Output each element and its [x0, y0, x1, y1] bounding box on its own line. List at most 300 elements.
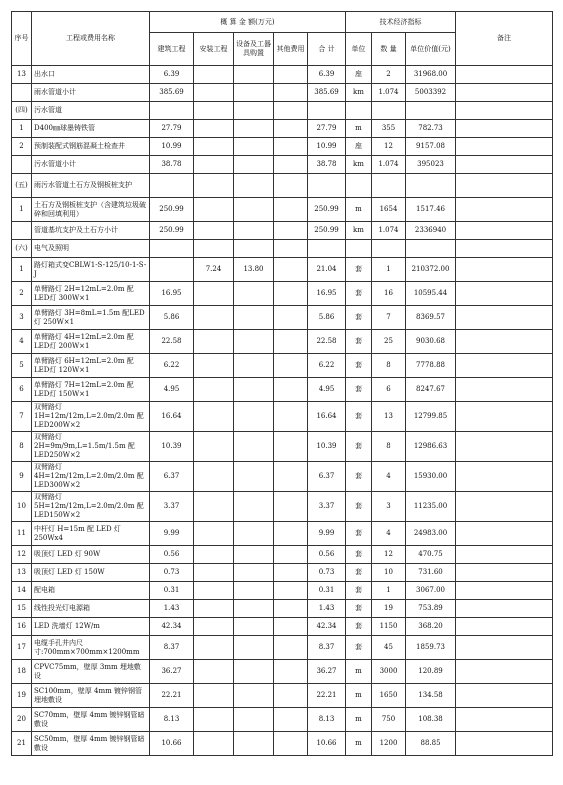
- cell-total: 16.64: [308, 402, 346, 432]
- cell-construction: 10.39: [150, 432, 194, 462]
- estimate-sheet: [11, 11, 552, 756]
- cell-seq: 18: [12, 660, 32, 684]
- cell-unit-value: 210372.00: [406, 258, 456, 282]
- cell-quantity: 1.074: [372, 222, 406, 240]
- cell-quantity: 1654: [372, 198, 406, 222]
- cell-unit: km: [346, 222, 372, 240]
- cell-equipment: [234, 432, 274, 462]
- cell-seq: 12: [12, 546, 32, 564]
- cell-unit-value: 24983.00: [406, 522, 456, 546]
- table-row: [12, 174, 553, 198]
- cell-seq: 1: [12, 120, 32, 138]
- cell-unit-value: 3067.00: [406, 582, 456, 600]
- cell-unit-value: 8247.67: [406, 378, 456, 402]
- cell-seq: 5: [12, 354, 32, 378]
- cell-equipment: [234, 618, 274, 636]
- cell-equipment: [234, 306, 274, 330]
- table-row: [12, 636, 553, 660]
- cell-seq: (四): [12, 102, 32, 120]
- cell-equipment: [234, 102, 274, 120]
- cell-other: [274, 102, 308, 120]
- cell-installation: [194, 402, 234, 432]
- cell-remark: [456, 66, 553, 84]
- cell-equipment: [234, 198, 274, 222]
- table-row: [12, 708, 553, 732]
- cell-other: [274, 564, 308, 582]
- cell-construction: 8.37: [150, 636, 194, 660]
- cell-equipment: [234, 522, 274, 546]
- cell-total: 27.79: [308, 120, 346, 138]
- cell-unit-value: 731.60: [406, 564, 456, 582]
- cell-construction: [150, 174, 194, 198]
- cell-installation: [194, 120, 234, 138]
- cell-construction: 1.43: [150, 600, 194, 618]
- cell-unit-value: 9157.08: [406, 138, 456, 156]
- cell-construction: 10.99: [150, 138, 194, 156]
- cell-name: LED 洗墙灯 12W/m: [32, 618, 150, 636]
- table-row: [12, 546, 553, 564]
- cell-quantity: 4: [372, 462, 406, 492]
- header-unit-value: 单位价值(元): [406, 33, 456, 66]
- cell-total: 6.39: [308, 66, 346, 84]
- cell-other: [274, 432, 308, 462]
- cell-name: SC70mm，壁厚 4mm 镀锌钢管暗敷设: [32, 708, 150, 732]
- cell-unit-value: 5003392: [406, 84, 456, 102]
- cell-construction: 5.86: [150, 306, 194, 330]
- cell-name: 单臂路灯 6H=12mL=2.0m 配LED灯 120W×1: [32, 354, 150, 378]
- cell-name: 雨污水管道土石方及钢板桩支护: [32, 174, 150, 198]
- table-row: [12, 492, 553, 522]
- cell-remark: [456, 222, 553, 240]
- cell-other: [274, 462, 308, 492]
- cell-installation: [194, 732, 234, 756]
- cell-total: [308, 240, 346, 258]
- cell-seq: (六): [12, 240, 32, 258]
- cell-other: [274, 546, 308, 564]
- cell-construction: 250.99: [150, 198, 194, 222]
- cell-seq: 16: [12, 618, 32, 636]
- cell-unit-value: [406, 174, 456, 198]
- cell-unit-value: [406, 240, 456, 258]
- cell-remark: [456, 174, 553, 198]
- cell-other: [274, 708, 308, 732]
- cell-unit: 座: [346, 66, 372, 84]
- cell-equipment: 13.80: [234, 258, 274, 282]
- cell-seq: [12, 222, 32, 240]
- cell-seq: 14: [12, 582, 32, 600]
- cell-seq: 10: [12, 492, 32, 522]
- cell-other: [274, 660, 308, 684]
- cell-equipment: [234, 378, 274, 402]
- table-row: [12, 156, 553, 174]
- table-row: [12, 564, 553, 582]
- cell-equipment: [234, 330, 274, 354]
- cell-total: 250.99: [308, 198, 346, 222]
- cell-total: 3.37: [308, 492, 346, 522]
- cell-quantity: 8: [372, 432, 406, 462]
- table-row: [12, 198, 553, 222]
- cell-other: [274, 330, 308, 354]
- cell-construction: 36.27: [150, 660, 194, 684]
- cell-other: [274, 282, 308, 306]
- cell-equipment: [234, 582, 274, 600]
- cell-quantity: 8: [372, 354, 406, 378]
- cell-construction: 6.22: [150, 354, 194, 378]
- cell-equipment: [234, 222, 274, 240]
- cell-seq: 19: [12, 684, 32, 708]
- cell-unit: 座: [346, 138, 372, 156]
- cell-unit-value: 7778.88: [406, 354, 456, 378]
- cell-name: 雨水管道小计: [32, 84, 150, 102]
- cell-construction: 0.56: [150, 546, 194, 564]
- cell-other: [274, 636, 308, 660]
- cell-construction: 10.66: [150, 732, 194, 756]
- cell-name: SC50mm，壁厚 4mm 镀锌钢管暗敷设: [32, 732, 150, 756]
- cell-other: [274, 378, 308, 402]
- cell-installation: [194, 102, 234, 120]
- cell-name: 污水管道: [32, 102, 150, 120]
- cell-unit: m: [346, 684, 372, 708]
- cell-installation: [194, 84, 234, 102]
- cell-remark: [456, 618, 553, 636]
- cell-unit: 套: [346, 492, 372, 522]
- cell-construction: 6.37: [150, 462, 194, 492]
- cell-equipment: [234, 600, 274, 618]
- cell-installation: [194, 174, 234, 198]
- cell-seq: 21: [12, 732, 32, 756]
- cell-quantity: 355: [372, 120, 406, 138]
- cell-remark: [456, 492, 553, 522]
- cell-installation: [194, 582, 234, 600]
- cell-other: [274, 306, 308, 330]
- cell-seq: [12, 84, 32, 102]
- cell-other: [274, 258, 308, 282]
- cell-installation: [194, 600, 234, 618]
- cell-seq: 20: [12, 708, 32, 732]
- table-row: [12, 120, 553, 138]
- header-unit: 单位: [346, 33, 372, 66]
- cell-remark: [456, 120, 553, 138]
- cell-equipment: [234, 282, 274, 306]
- cell-installation: [194, 330, 234, 354]
- cell-seq: 2: [12, 138, 32, 156]
- header-name: 工程或费用名称: [32, 12, 150, 66]
- cell-quantity: [372, 240, 406, 258]
- cell-quantity: 1: [372, 258, 406, 282]
- cell-total: [308, 102, 346, 120]
- cell-name: 管道基坑支护及土石方小计: [32, 222, 150, 240]
- cell-remark: [456, 282, 553, 306]
- cell-unit-value: 31968.00: [406, 66, 456, 84]
- cell-seq: 8: [12, 432, 32, 462]
- cell-unit: 套: [346, 258, 372, 282]
- cell-unit: m: [346, 660, 372, 684]
- cell-unit-value: 470.75: [406, 546, 456, 564]
- cell-remark: [456, 582, 553, 600]
- table-row: [12, 402, 553, 432]
- cell-installation: [194, 546, 234, 564]
- cell-other: [274, 522, 308, 546]
- cell-quantity: 3000: [372, 660, 406, 684]
- cell-seq: (五): [12, 174, 32, 198]
- cell-quantity: 45: [372, 636, 406, 660]
- cell-total: 8.13: [308, 708, 346, 732]
- cell-unit-value: 12799.85: [406, 402, 456, 432]
- cell-other: [274, 582, 308, 600]
- cell-other: [274, 66, 308, 84]
- cell-installation: [194, 138, 234, 156]
- cell-quantity: 12: [372, 138, 406, 156]
- cell-unit-value: 782.73: [406, 120, 456, 138]
- table-body: [12, 66, 553, 756]
- cell-unit: [346, 102, 372, 120]
- cell-equipment: [234, 138, 274, 156]
- cell-installation: [194, 282, 234, 306]
- cell-construction: [150, 240, 194, 258]
- cell-name: 单臂路灯 4H=12mL=2.0m 配LED灯 200W×1: [32, 330, 150, 354]
- cell-unit-value: 2336940: [406, 222, 456, 240]
- cell-installation: [194, 66, 234, 84]
- cell-unit: [346, 174, 372, 198]
- table-row: [12, 600, 553, 618]
- cell-seq: 7: [12, 402, 32, 432]
- cell-unit: 套: [346, 282, 372, 306]
- header-other: 其他费用: [274, 33, 308, 66]
- cell-total: 9.99: [308, 522, 346, 546]
- cell-seq: 6: [12, 378, 32, 402]
- cell-unit: 套: [346, 600, 372, 618]
- cell-unit-value: 368.20: [406, 618, 456, 636]
- cell-unit-value: 15930.00: [406, 462, 456, 492]
- cell-remark: [456, 258, 553, 282]
- cell-name: 单臂路灯 2H=12mL=2.0m 配LED灯 300W×1: [32, 282, 150, 306]
- header-remark: 备注: [456, 12, 553, 66]
- cell-name: 中杆灯 H=15m 配 LED 灯250Wx4: [32, 522, 150, 546]
- table-row: [12, 432, 553, 462]
- cell-other: [274, 600, 308, 618]
- cell-total: 21.04: [308, 258, 346, 282]
- table-row: [12, 66, 553, 84]
- table-row: [12, 240, 553, 258]
- table-row: [12, 330, 553, 354]
- cell-name: 双臂路灯 4H=12m/12m,L=2.0m/2.0m 配LED300W×2: [32, 462, 150, 492]
- cell-unit-value: 1517.46: [406, 198, 456, 222]
- cell-unit-value: 108.38: [406, 708, 456, 732]
- table-row: [12, 462, 553, 492]
- cell-construction: 4.95: [150, 378, 194, 402]
- cell-name: 双臂路灯 5H=12m/12m,L=2.0m/2.0m 配LED150W×2: [32, 492, 150, 522]
- cell-total: 5.86: [308, 306, 346, 330]
- table-row: [12, 102, 553, 120]
- cell-total: 38.78: [308, 156, 346, 174]
- cell-construction: [150, 258, 194, 282]
- cell-unit: m: [346, 732, 372, 756]
- table-row: [12, 354, 553, 378]
- cell-seq: 17: [12, 636, 32, 660]
- table-row: [12, 222, 553, 240]
- cell-seq: [12, 156, 32, 174]
- cell-construction: 16.64: [150, 402, 194, 432]
- cell-name: 预制装配式钢筋混凝土检查井: [32, 138, 150, 156]
- cell-quantity: 13: [372, 402, 406, 432]
- header-installation: 安装工程: [194, 33, 234, 66]
- cell-installation: 7.24: [194, 258, 234, 282]
- cell-other: [274, 138, 308, 156]
- cell-quantity: 3: [372, 492, 406, 522]
- cell-installation: [194, 708, 234, 732]
- cell-unit: 套: [346, 546, 372, 564]
- table-row: [12, 306, 553, 330]
- cell-installation: [194, 222, 234, 240]
- cell-equipment: [234, 546, 274, 564]
- cell-name: 双臂路灯 1H=12m/12m,L=2.0m/2.0m 配LED200W×2: [32, 402, 150, 432]
- cell-equipment: [234, 156, 274, 174]
- cell-remark: [456, 564, 553, 582]
- cell-construction: 3.37: [150, 492, 194, 522]
- cell-unit: 套: [346, 564, 372, 582]
- cell-seq: 1: [12, 258, 32, 282]
- cell-total: 10.39: [308, 432, 346, 462]
- cell-construction: 22.58: [150, 330, 194, 354]
- cell-equipment: [234, 636, 274, 660]
- table-row: [12, 582, 553, 600]
- table-row: [12, 684, 553, 708]
- cell-unit: 套: [346, 378, 372, 402]
- cell-other: [274, 222, 308, 240]
- cell-equipment: [234, 492, 274, 522]
- cell-remark: [456, 84, 553, 102]
- cell-construction: 38.78: [150, 156, 194, 174]
- cell-name: 污水管道小计: [32, 156, 150, 174]
- cell-other: [274, 732, 308, 756]
- table-row: [12, 618, 553, 636]
- cell-name: 路灯箱式变CBLW1-S-125/10-1-S-J: [32, 258, 150, 282]
- cell-total: 1.43: [308, 600, 346, 618]
- cell-name: 电气及照明: [32, 240, 150, 258]
- cell-total: 8.37: [308, 636, 346, 660]
- cell-total: 16.95: [308, 282, 346, 306]
- cell-unit: m: [346, 708, 372, 732]
- cell-remark: [456, 636, 553, 660]
- cell-seq: 9: [12, 462, 32, 492]
- cell-installation: [194, 156, 234, 174]
- cell-total: [308, 174, 346, 198]
- cell-quantity: 6: [372, 378, 406, 402]
- cell-other: [274, 618, 308, 636]
- table-row: [12, 282, 553, 306]
- cell-construction: 42.34: [150, 618, 194, 636]
- cell-remark: [456, 684, 553, 708]
- cell-construction: 0.73: [150, 564, 194, 582]
- cell-other: [274, 198, 308, 222]
- header-quantity: 数 量: [372, 33, 406, 66]
- cell-unit-value: 10595.44: [406, 282, 456, 306]
- cell-remark: [456, 732, 553, 756]
- header-estimate-group: 概 算 金 额(万元): [150, 12, 346, 33]
- cell-quantity: 1.074: [372, 156, 406, 174]
- cell-total: 10.99: [308, 138, 346, 156]
- cell-installation: [194, 636, 234, 660]
- cell-installation: [194, 660, 234, 684]
- table-row: [12, 660, 553, 684]
- cell-total: 4.95: [308, 378, 346, 402]
- cell-remark: [456, 102, 553, 120]
- header-construction: 建筑工程: [150, 33, 194, 66]
- cell-unit: 套: [346, 618, 372, 636]
- cell-equipment: [234, 120, 274, 138]
- cell-seq: 4: [12, 330, 32, 354]
- cell-unit: 套: [346, 354, 372, 378]
- cell-installation: [194, 618, 234, 636]
- cell-remark: [456, 138, 553, 156]
- cell-unit-value: 88.85: [406, 732, 456, 756]
- cell-construction: 9.99: [150, 522, 194, 546]
- cell-remark: [456, 432, 553, 462]
- cell-remark: [456, 462, 553, 492]
- cell-installation: [194, 240, 234, 258]
- cell-name: 电缆手孔井内尺寸:700mm×700mm×1200mm: [32, 636, 150, 660]
- budget-table: [11, 11, 553, 756]
- cell-unit: 套: [346, 636, 372, 660]
- cell-unit: 套: [346, 330, 372, 354]
- cell-seq: 13: [12, 66, 32, 84]
- cell-equipment: [234, 66, 274, 84]
- cell-installation: [194, 522, 234, 546]
- cell-other: [274, 120, 308, 138]
- cell-quantity: [372, 174, 406, 198]
- cell-equipment: [234, 84, 274, 102]
- cell-seq: 2: [12, 282, 32, 306]
- cell-equipment: [234, 732, 274, 756]
- cell-quantity: 12: [372, 546, 406, 564]
- cell-seq: 3: [12, 306, 32, 330]
- cell-equipment: [234, 354, 274, 378]
- cell-quantity: 19: [372, 600, 406, 618]
- cell-name: D400㎜球墨铸铁管: [32, 120, 150, 138]
- cell-construction: 22.21: [150, 684, 194, 708]
- cell-quantity: 25: [372, 330, 406, 354]
- cell-unit: km: [346, 156, 372, 174]
- cell-quantity: 1150: [372, 618, 406, 636]
- cell-unit: [346, 240, 372, 258]
- cell-quantity: 4: [372, 522, 406, 546]
- cell-seq: 11: [12, 522, 32, 546]
- cell-installation: [194, 198, 234, 222]
- cell-total: 10.66: [308, 732, 346, 756]
- cell-total: 0.73: [308, 564, 346, 582]
- cell-name: 线性投光灯电源箱: [32, 600, 150, 618]
- cell-construction: 250.99: [150, 222, 194, 240]
- cell-quantity: [372, 102, 406, 120]
- header-seq: 序号: [12, 12, 32, 66]
- cell-unit-value: 9030.68: [406, 330, 456, 354]
- cell-installation: [194, 492, 234, 522]
- cell-equipment: [234, 174, 274, 198]
- cell-total: 22.21: [308, 684, 346, 708]
- cell-equipment: [234, 402, 274, 432]
- table-row: [12, 258, 553, 282]
- cell-remark: [456, 354, 553, 378]
- cell-installation: [194, 462, 234, 492]
- table-row: [12, 522, 553, 546]
- cell-seq: 15: [12, 600, 32, 618]
- cell-remark: [456, 600, 553, 618]
- cell-unit-value: [406, 102, 456, 120]
- table-row: [12, 84, 553, 102]
- cell-construction: 16.95: [150, 282, 194, 306]
- cell-installation: [194, 354, 234, 378]
- header-tech-group: 技术经济指标: [346, 12, 456, 33]
